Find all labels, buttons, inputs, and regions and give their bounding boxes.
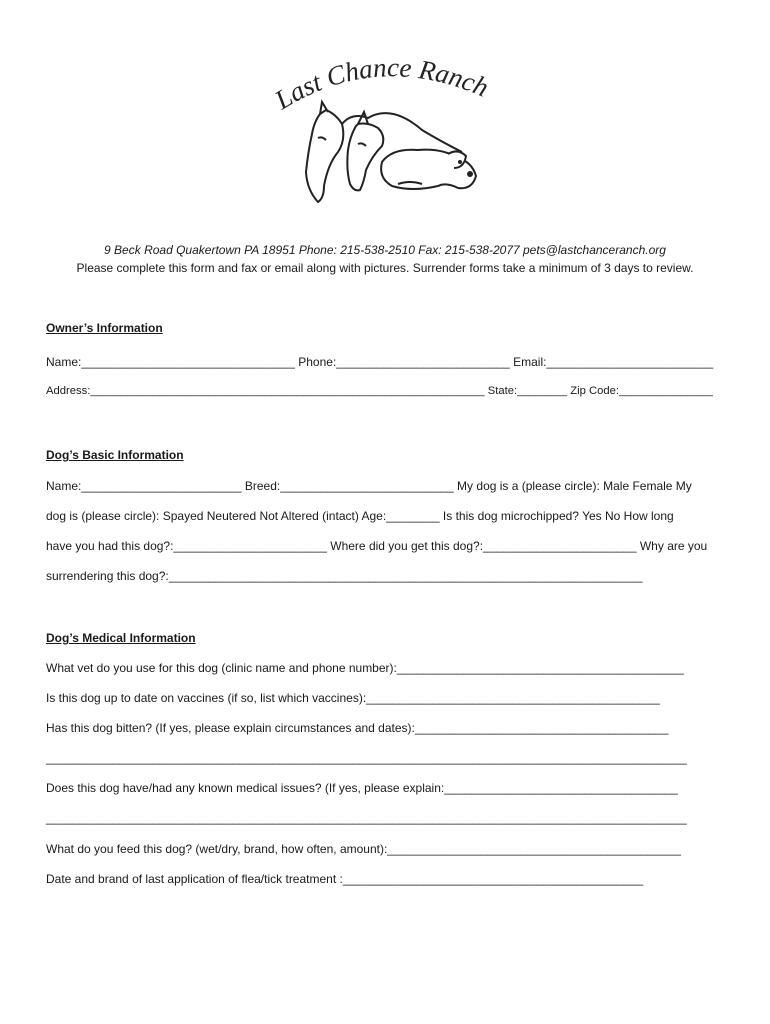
vet-info-line[interactable]: What vet do you use for this dog (clinic name and phone number):___________________________________________	[46, 661, 684, 675]
logo-text: Last Chance Ranch	[269, 52, 493, 116]
bite-history-continuation-line[interactable]: ________________________________________________________________________________________________	[46, 751, 687, 765]
horse-dog-logo-image	[262, 52, 502, 212]
dog-name-breed-line[interactable]: Name:________________________ Breed:__________________________ My dog is a (please circle): Male Female My	[46, 479, 692, 493]
owner-address-line[interactable]: Address:_______________________________________________________________ State:________ Zip Code:_______________	[46, 385, 713, 397]
instructions-text: Please complete this form and fax or email along with pictures. Surrender forms take a minimum of 3 days to review.	[76, 261, 694, 275]
owner-info-heading: Owner’s Information	[46, 321, 163, 335]
bite-history-line[interactable]: Has this dog bitten? (If yes, please explain circumstances and dates):______________________________________	[46, 721, 669, 735]
dog-duration-source-line[interactable]: have you had this dog?:_______________________ Where did you get this dog?:_______________________ Why are you	[46, 539, 708, 553]
address-line: 9 Beck Road Quakertown PA 18951 Phone: 215-538-2510 Fax: 215-538-2077 pets@lastchanceranch.org	[104, 243, 666, 257]
dog-medical-info-heading: Dog’s Medical Information	[46, 631, 196, 645]
medical-issues-line[interactable]: Does this dog have/had any known medical issues? (If yes, please explain:___________________________________	[46, 781, 678, 795]
dog-surrender-reason-line[interactable]: surrendering this dog?:_______________________________________________________________________	[46, 569, 643, 583]
flea-tick-line[interactable]: Date and brand of last application of flea/tick treatment :_____________________________________________	[46, 872, 644, 886]
dog-altered-age-line[interactable]: dog is (please circle): Spayed Neutered Not Altered (intact) Age:________ Is this dog microchipped? Yes No How long	[46, 509, 674, 523]
owner-name-phone-email-line[interactable]: Name:________________________________ Phone:__________________________ Email:_________________________	[46, 355, 714, 369]
feeding-line[interactable]: What do you feed this dog? (wet/dry, brand, how often, amount):____________________________________________	[46, 842, 681, 856]
dog-basic-info-heading: Dog’s Basic Information	[46, 448, 184, 462]
medical-issues-continuation-line[interactable]: ________________________________________________________________________________________________	[46, 811, 687, 825]
ranch-logo	[262, 52, 502, 212]
vaccines-line[interactable]: Is this dog up to date on vaccines (if so, list which vaccines):____________________________________________	[46, 691, 660, 705]
